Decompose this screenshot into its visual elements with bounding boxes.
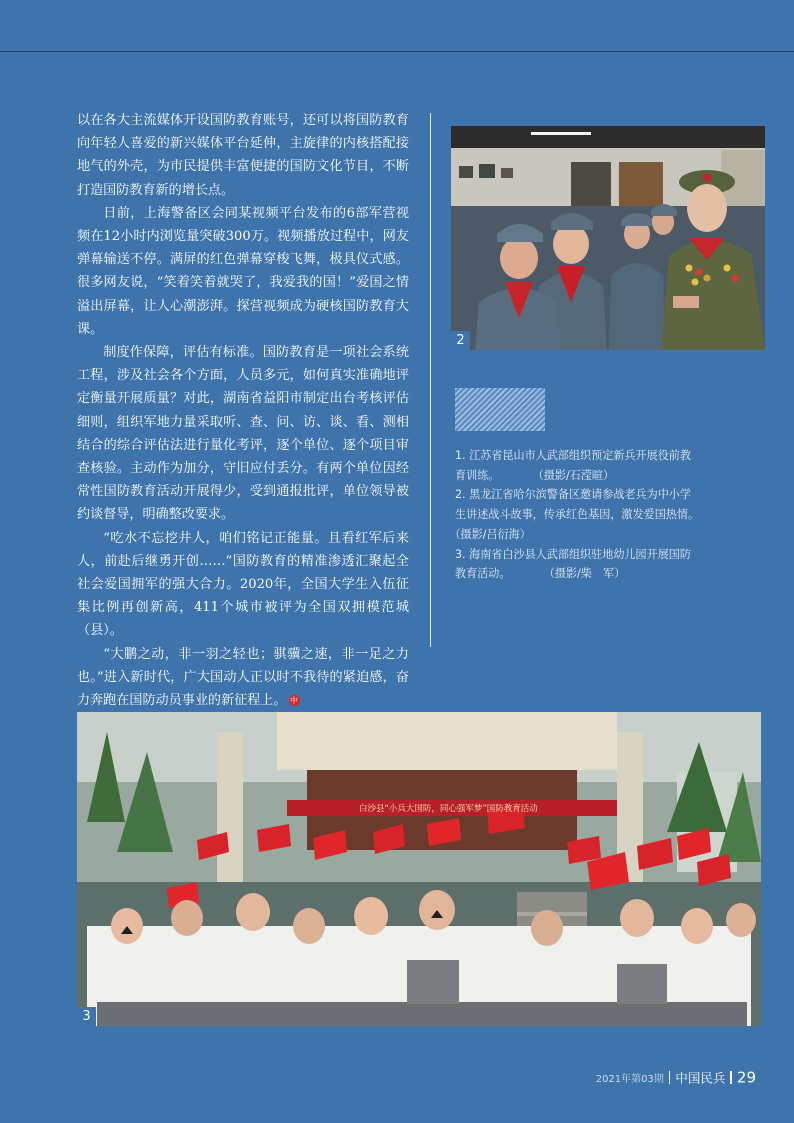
page-footer	[596, 1067, 756, 1087]
article-paragraph: 日前，上海警备区会同某视频平台发布的6部军营视频在12小时内浏览量突破300万。视频播放过程中，网友弹幕输送不停。满屏的红色弹幕穿梭飞舞，极具仪式感。很多网友说，“笑着笑着就哭了，我爱我的国！”爱国之情溢出屏幕，让人心潮澎湃。探营视频成为硬核国防教育大课。	[77, 205, 409, 337]
photo-2-illustration	[451, 126, 765, 350]
article-paragraph: “吃水不忘挖井人，咱们铭记正能量。且看红军后来人，前赴后继勇开创……”国防教育的精准渗透汇聚起全社会爱国拥军的强大合力。2020年，全国大学生入伍征集比例再创新高，411个城市被评为全国双拥模范城（县）。	[77, 530, 409, 639]
photo-3-number: 3	[77, 1007, 96, 1026]
photo-3-banner: 白沙县“小兵大国防，同心强军梦”国防教育活动	[359, 804, 538, 814]
photo-3-illustration	[77, 712, 761, 1026]
article-paragraph: 以在各大主流媒体开设国防教育账号，还可以将国防教育向年轻人喜爱的新兴媒体平台延伸，主旋律的内核搭配接地气的外壳，为市民提供丰富便捷的国防文化节目，不断打造国防教育新的增长点。	[77, 113, 409, 198]
caption-2-credit: （摄影/吕衍海）	[455, 527, 531, 541]
article-paragraph-text: “大鹏之动，非一羽之轻也；骐骥之速，非一足之力也。”进入新时代，广大国动人正以时不我待的紧迫感，奋力奔跑在国防动员事业的新征程上。	[77, 646, 409, 709]
caption-3-text: 3. 海南省白沙县人武部组织驻地幼儿园开展国防教育活动。	[455, 547, 691, 581]
article-paragraph: 制度作保障，评估有标准。国防教育是一项社会系统工程，涉及社会各个方面，人员多元，如何真实准确地评定衡量开展质量？对此，湖南省益阳市制定出台考核评估细则，组织军地力量采取听、查、问、访、谈、看、测相结合的综合评估法进行量化考评，逐个单位、逐个项目审查核验。主动作为加分，守旧应付丢分。有两个单位因经常性国防教育活动开展得少，受到通报批评，单位领导被约谈督导，明确整改要求。	[77, 345, 409, 523]
footer-magazine: 中国民兵	[675, 1070, 726, 1086]
end-mark-icon: 中	[290, 696, 298, 706]
caption-1	[455, 446, 695, 485]
header-rule	[0, 51, 794, 52]
footer-separator	[730, 1071, 732, 1084]
article-body	[77, 109, 409, 712]
caption-3	[455, 545, 695, 584]
photo-kindergarten-activity	[77, 712, 761, 1026]
photo-veteran-with-students	[451, 126, 765, 350]
footer-separator	[669, 1071, 671, 1084]
caption-3-credit: （摄影/柴 军）	[549, 567, 626, 581]
caption-2	[455, 485, 695, 544]
caption-2-text: 2. 黑龙江省哈尔滨警备区邀请参战老兵为中小学生讲述战斗故事，传承红色基因，激发爱国热情。	[455, 488, 694, 522]
photo-2-number: 2	[451, 331, 470, 350]
footer-issue: 2021年第03期	[595, 1074, 664, 1085]
caption-1-credit: （摄影/石滢暄）	[538, 468, 615, 482]
decorative-hatch-block	[455, 388, 545, 431]
column-divider	[430, 113, 431, 647]
photo-captions	[455, 446, 695, 584]
page-number: 29	[736, 1068, 756, 1087]
caption-1-text: 1. 江苏省昆山市人武部组织预定新兵开展役前教育训练。	[455, 449, 691, 482]
article-paragraph-last	[77, 643, 409, 713]
